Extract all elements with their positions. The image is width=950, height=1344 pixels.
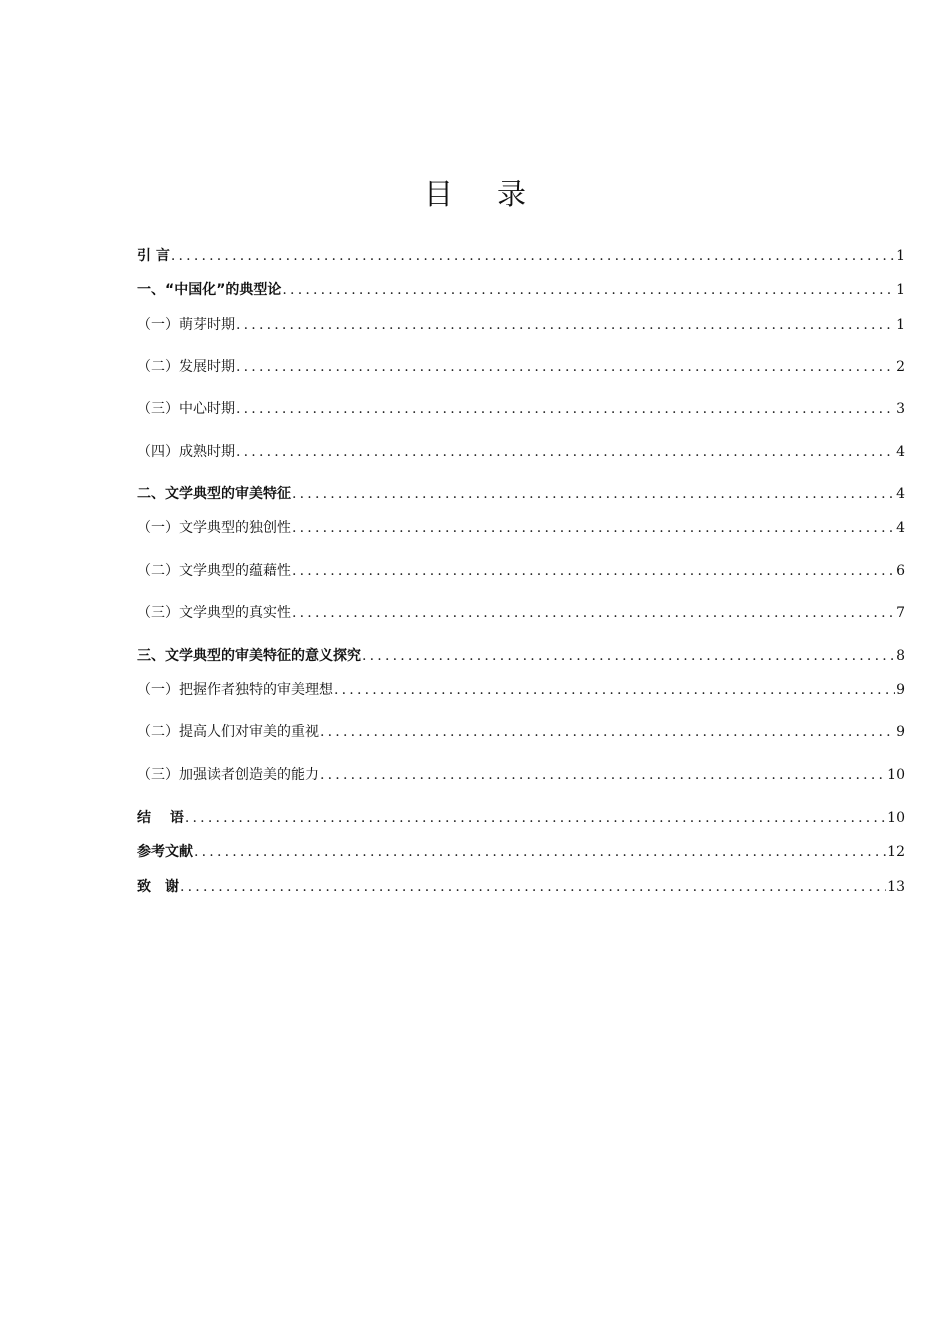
dot-leader: [180, 876, 886, 898]
toc-entry-acknowledgements[interactable]: [137, 876, 905, 898]
toc-entry-label: 一、“中国化”的典型论: [137, 282, 282, 298]
dot-leader: [194, 841, 886, 863]
toc-entry-label: 参考文献: [137, 844, 193, 860]
dot-leader: [236, 398, 895, 420]
dot-leader: [320, 764, 886, 786]
dot-leader: [185, 807, 886, 829]
toc-entry-section-3-2[interactable]: [137, 721, 905, 743]
dot-leader: [171, 245, 895, 267]
toc-page-number: 12: [887, 844, 905, 860]
toc-page-number: 6: [896, 563, 905, 579]
toc-entry-label: 致 谢: [137, 879, 179, 895]
toc-entry-label: （四）成熟时期: [137, 444, 235, 460]
toc-page-number: 3: [896, 401, 905, 417]
dot-leader: [292, 517, 895, 539]
toc-page-number: 1: [896, 248, 905, 264]
page-title: [0, 174, 950, 214]
dot-leader: [282, 279, 895, 301]
dot-leader: [320, 721, 895, 743]
toc-entry-label: （一）文学典型的独创性: [137, 520, 291, 536]
toc-entry-label: （三）中心时期: [137, 401, 235, 417]
toc-entry-chapter-1[interactable]: [137, 279, 905, 301]
toc-page-number: 1: [896, 317, 905, 333]
toc-entry-label: （一）把握作者独特的审美理想: [137, 682, 333, 698]
toc-page-number: 10: [887, 810, 905, 826]
toc-entry-label: 三、文学典型的审美特征的意义探究: [137, 648, 361, 664]
toc-entry-section-2-1[interactable]: [137, 517, 905, 539]
toc-entry-label: 引 言: [137, 248, 170, 264]
toc-entry-chapter-2[interactable]: [137, 483, 905, 505]
toc-entry-introduction[interactable]: [137, 245, 905, 267]
toc-page-number: 9: [896, 724, 905, 740]
toc-entry-label: 二、文学典型的审美特征: [137, 486, 291, 502]
toc-page-number: 9: [896, 682, 905, 698]
toc-page-number: 7: [896, 605, 905, 621]
toc-page-number: 13: [887, 879, 905, 895]
dot-leader: [292, 602, 895, 624]
toc-entry-chapter-3[interactable]: [137, 645, 905, 667]
toc-entry-label: （二）提高人们对审美的重视: [137, 724, 319, 740]
toc-entry-label: （三）加强读者创造美的能力: [137, 767, 319, 783]
toc-page-number: 8: [896, 648, 905, 664]
dot-leader: [292, 560, 895, 582]
toc-page-number: 4: [896, 444, 905, 460]
dot-leader: [236, 356, 895, 378]
dot-leader: [236, 314, 895, 336]
toc-entry-label: （三）文学典型的真实性: [137, 605, 291, 621]
toc-entry-section-1-1[interactable]: [137, 314, 905, 336]
toc-entry-section-1-4[interactable]: [137, 441, 905, 463]
toc-page-number: 2: [896, 359, 905, 375]
toc-entry-label: 结 语: [137, 810, 184, 826]
toc-entry-conclusion[interactable]: [137, 807, 905, 829]
dot-leader: [292, 483, 895, 505]
toc-entry-section-2-3[interactable]: [137, 602, 905, 624]
toc-page-number: 10: [887, 767, 905, 783]
toc-entry-label: （二）文学典型的蕴藉性: [137, 563, 291, 579]
toc-entry-section-2-2[interactable]: [137, 560, 905, 582]
toc-page-number: 1: [896, 282, 905, 298]
toc-entry-section-3-3[interactable]: [137, 764, 905, 786]
dot-leader: [362, 645, 895, 667]
toc-entry-references[interactable]: [137, 841, 905, 863]
toc-entry-label: （一）萌芽时期: [137, 317, 235, 333]
title-char-2: 录: [497, 177, 527, 211]
toc-entry-label: （二）发展时期: [137, 359, 235, 375]
dot-leader: [236, 441, 895, 463]
dot-leader: [334, 679, 895, 701]
toc-entry-section-1-2[interactable]: [137, 356, 905, 378]
title-char-1: 目: [423, 177, 453, 211]
toc-page-number: 4: [896, 520, 905, 536]
toc-page-number: 4: [896, 486, 905, 502]
toc-entry-section-3-1[interactable]: [137, 679, 905, 701]
toc-entry-section-1-3[interactable]: [137, 398, 905, 420]
